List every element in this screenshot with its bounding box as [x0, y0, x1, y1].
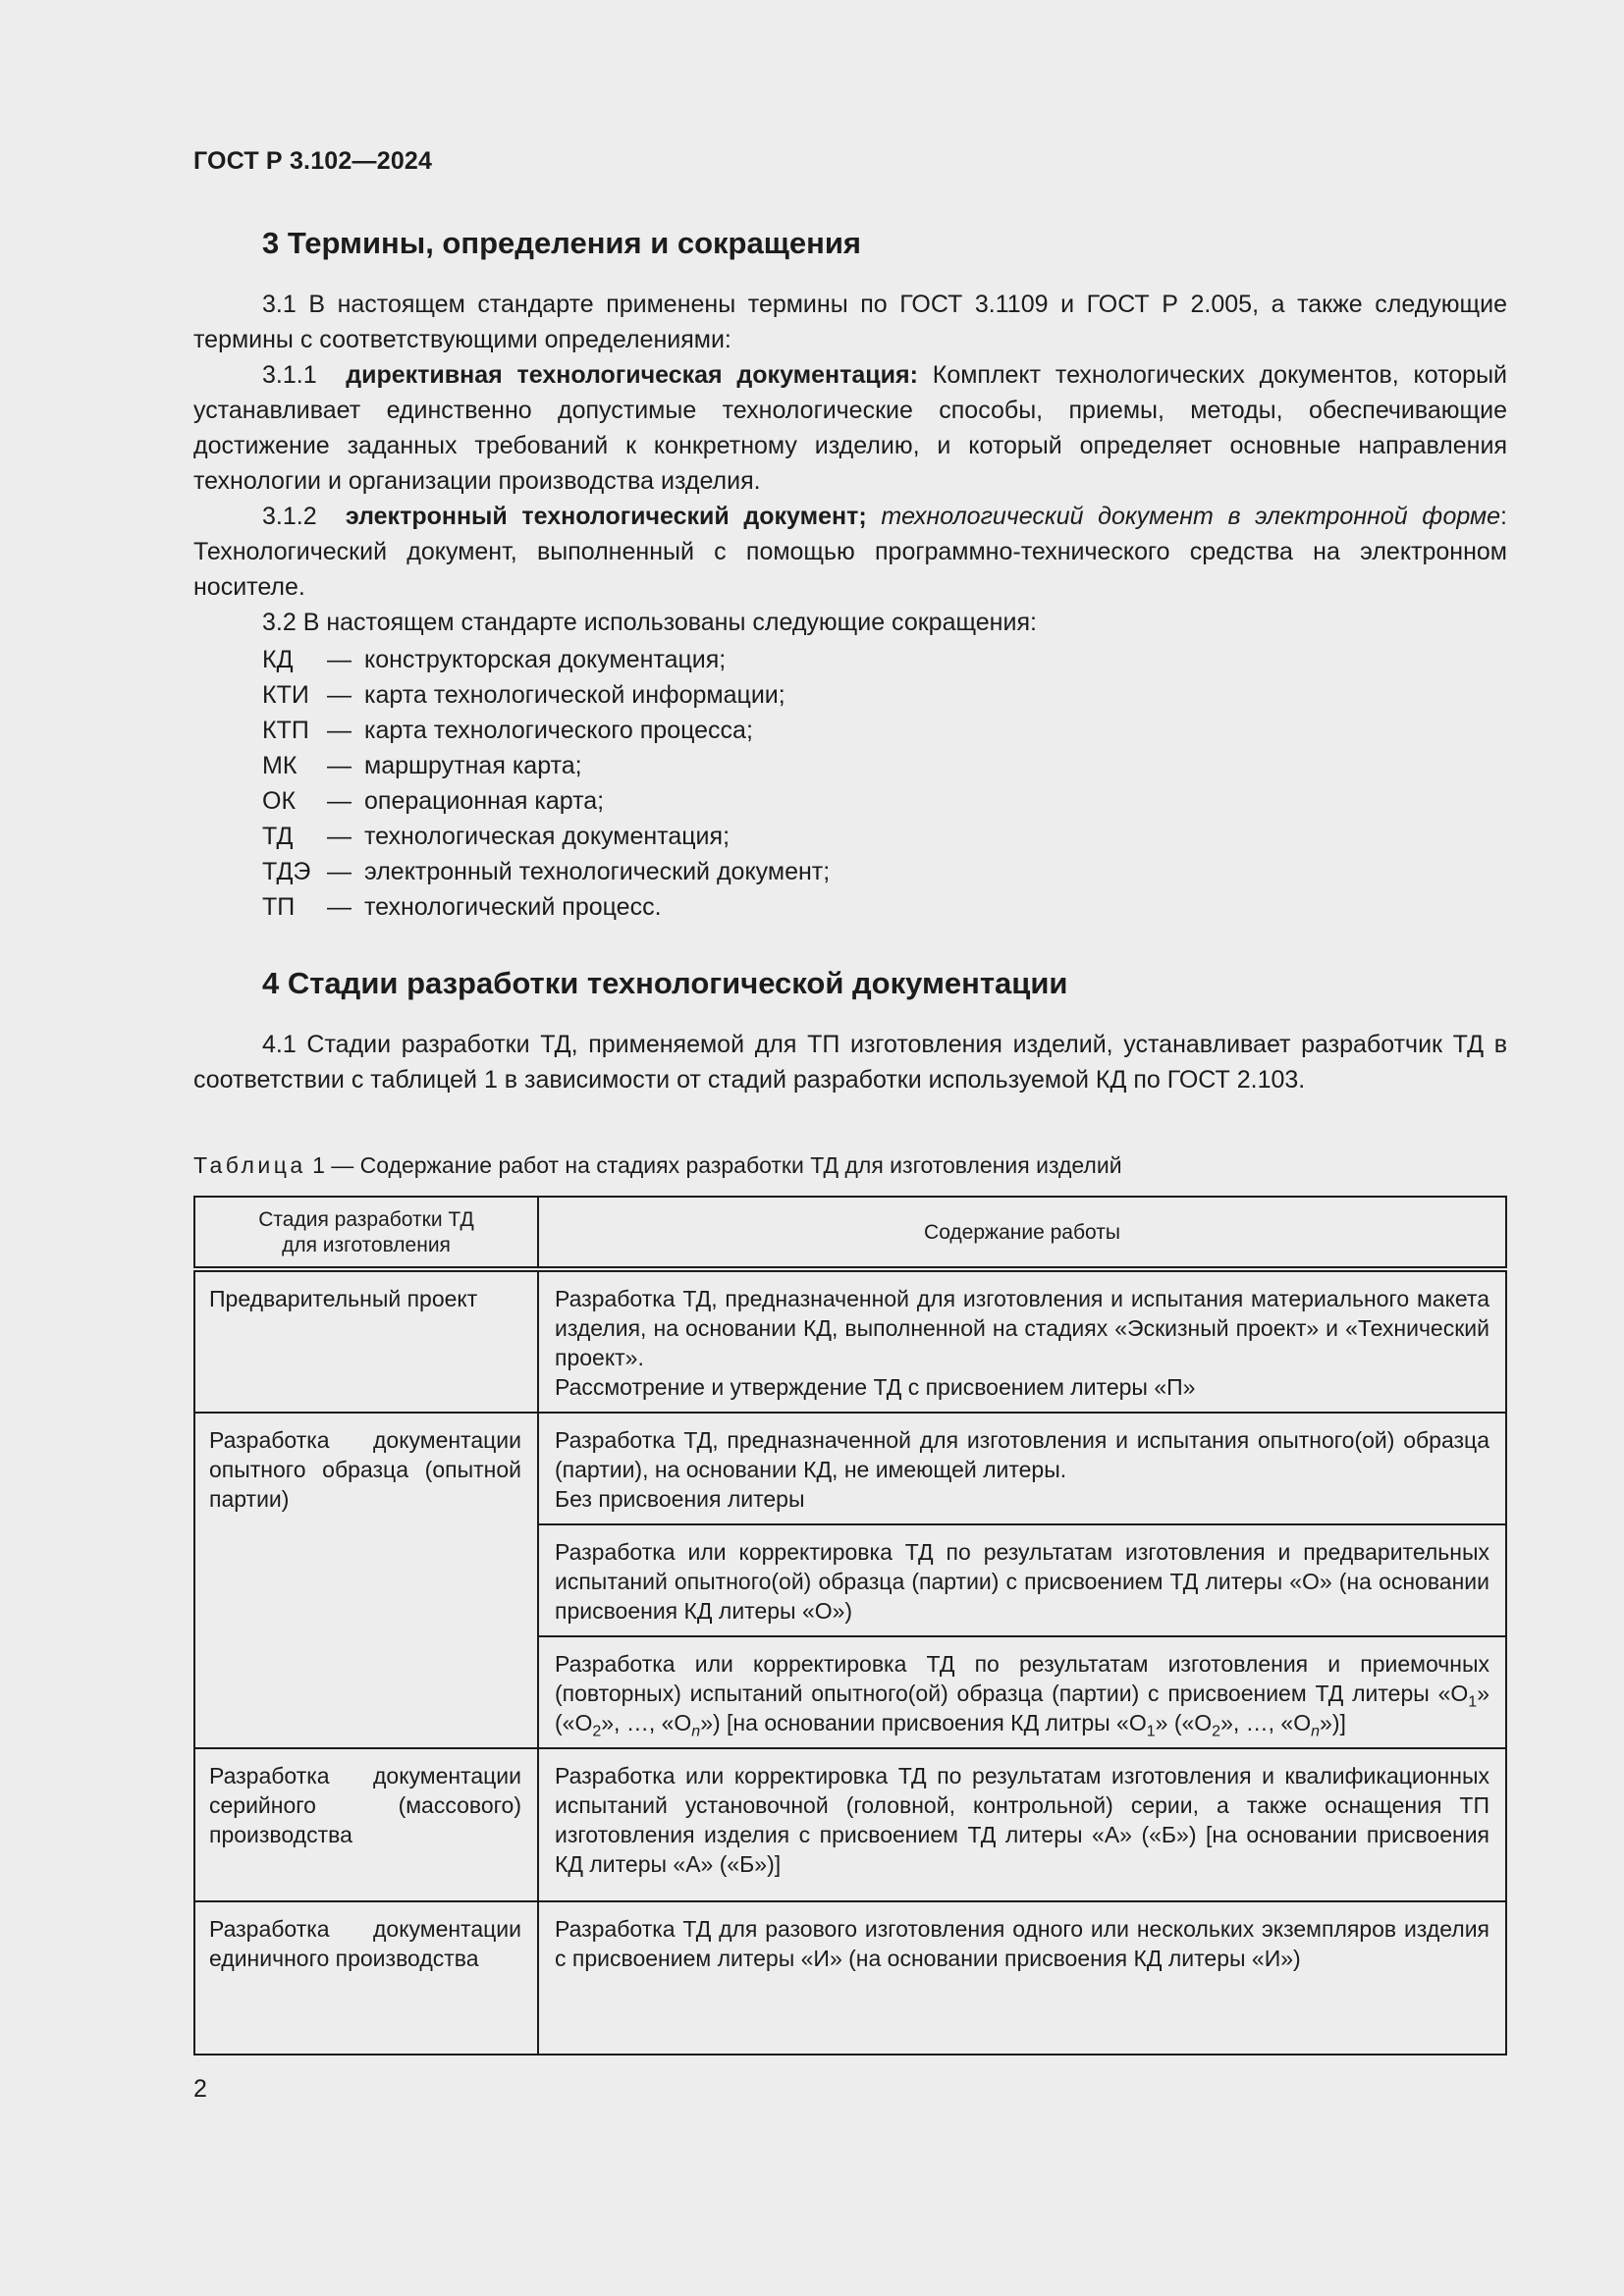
abbreviation-text: карта технологической информации;	[364, 681, 785, 709]
content-cell	[538, 1636, 1506, 1748]
abbreviation-item	[262, 713, 830, 748]
subscript: n	[1311, 1723, 1321, 1740]
content-text: Разработка или корректировка ТД по результатам изготовления и приемочных (повторных) испытаний опытного(ой) образца (партии) с присвоением ТД литеры «О	[555, 1651, 1489, 1706]
paragraph-3-1: 3.1 В настоящем стандарте применены термины по ГОСТ 3.1109 и ГОСТ Р 2.005, а также следующие термины с соответствующими определениями:	[193, 291, 1507, 353]
paragraph-3-1-2	[193, 499, 1507, 605]
clause-number: 3.1.2	[262, 503, 317, 530]
table-row	[194, 1269, 1506, 1413]
stage-cell: Предварительный проект	[194, 1269, 538, 1413]
document-header: ГОСТ Р 3.102—2024	[193, 147, 433, 175]
content-cell	[538, 1413, 1506, 1524]
content-text: Без присвоения литеры	[555, 1486, 805, 1512]
abbreviation-list	[262, 642, 830, 925]
definition: Комплект технологических документов, который устанавливает единственно допустимые технологические способы, приемы, методы, обеспечивающие достижение заданных требований к конкретному изделию, и который определяет основные направления технологии и организации производства изделия.	[193, 361, 1507, 495]
abbreviation-text: технологический процесс.	[364, 893, 662, 921]
header-line: Стадия разработки ТД	[258, 1208, 474, 1231]
dash: —	[327, 752, 352, 779]
paragraph-3-2: 3.2 В настоящем стандарте использованы следующие сокращения:	[262, 609, 1037, 636]
abbreviation-text: маршрутная карта;	[364, 752, 582, 779]
clause-number: 3.1.1	[262, 361, 317, 389]
content-text: Разработка ТД, предназначенной для изготовления и испытания опытного(ой) образца (партии), на основании КД, не имеющей литеры.	[555, 1427, 1489, 1482]
abbreviation-item	[262, 642, 830, 677]
section-3-text	[193, 287, 1507, 640]
dash: —	[327, 893, 352, 921]
dash: —	[327, 823, 352, 850]
abbreviation-code: МК	[262, 752, 298, 779]
content-text: Разработка ТД, предназначенной для изготовления и испытания материального макета изделия, на основании КД, выполненной на стадиях «Эскизный проект» и «Технический проект».	[555, 1286, 1489, 1370]
table-header-row	[194, 1197, 1506, 1269]
content-text: », …, «О	[1220, 1710, 1312, 1735]
dash: —	[327, 858, 352, 885]
content-cell: Разработка ТД для разового изготовления одного или нескольких экземпляров изделия с присвоением литеры «И» (на основании присвоения КД литеры «И»)	[538, 1901, 1506, 2055]
term: директивная технологическая документация:	[346, 361, 918, 389]
content-text: ») [на основании присвоения КД литры «О	[700, 1710, 1147, 1735]
table-caption	[193, 1152, 1122, 1179]
abbreviation-code: КД	[262, 646, 294, 673]
subscript: 2	[592, 1723, 602, 1740]
table-row	[194, 1748, 1506, 1901]
dash: —	[327, 717, 352, 744]
section-4-text	[193, 1027, 1507, 1097]
dash: —	[327, 681, 352, 709]
table-caption-text: 1 — Содержание работ на стадиях разработки ТД для изготовления изделий	[305, 1152, 1122, 1178]
abbreviation-code: КТП	[262, 717, 309, 744]
table-caption-label: Таблица	[193, 1152, 306, 1178]
abbreviation-text: конструкторская документация;	[364, 646, 727, 673]
page-number: 2	[193, 2075, 207, 2103]
abbreviation-code: ТП	[262, 893, 296, 921]
dash: —	[327, 646, 352, 673]
section-4-title: 4 Стадии разработки технологической документации	[262, 966, 1068, 1000]
stage-cell: Разработка документации единичного производства	[194, 1901, 538, 2055]
header-line: для изготовления	[282, 1234, 451, 1256]
content-cell: Разработка или корректировка ТД по результатам изготовления и предварительных испытаний опытного(ой) образца (партии) с присвоением ТД литеры «О» (на основании присвоения КД литеры «О»)	[538, 1524, 1506, 1636]
table-row	[194, 1901, 1506, 2055]
abbreviation-item	[262, 819, 830, 854]
abbreviation-item	[262, 677, 830, 713]
content-text: » («О	[555, 1681, 1489, 1735]
term: электронный технологический документ;	[345, 503, 867, 530]
stages-table	[193, 1196, 1507, 2056]
abbreviation-text: карта технологического процесса;	[364, 717, 753, 744]
abbreviation-item	[262, 889, 830, 925]
abbreviation-text: электронный технологический документ;	[364, 858, 831, 885]
definition: : Технологический документ, выполненный с помощью программно-технического средства на электронном носителе.	[193, 503, 1507, 601]
abbreviation-code: ТДЭ	[262, 858, 311, 885]
abbreviation-code: ТД	[262, 823, 294, 850]
term-synonym: технологический документ в электронной форме	[881, 503, 1501, 530]
section-3-title: 3 Термины, определения и сокращения	[262, 226, 861, 260]
abbreviation-item	[262, 783, 830, 819]
stage-cell: Разработка документации серийного (массового) производства	[194, 1748, 538, 1901]
content-cell	[538, 1269, 1506, 1413]
abbreviation-text: операционная карта;	[364, 787, 605, 815]
subscript: n	[691, 1723, 701, 1740]
stage-cell: Разработка документации опытного образца (опытной партии)	[194, 1413, 538, 1748]
paragraph-3-1-1	[193, 357, 1507, 499]
subscript: 2	[1212, 1723, 1221, 1740]
content-text: », …, «О	[601, 1710, 692, 1735]
table-row	[194, 1413, 1506, 1524]
dash: —	[327, 787, 352, 815]
content-text: »)]	[1320, 1710, 1346, 1735]
column-header-stage	[194, 1197, 538, 1269]
subscript: 1	[1468, 1693, 1478, 1711]
paragraph-4-1: 4.1 Стадии разработки ТД, применяемой для ТП изготовления изделий, устанавливает разработчик ТД в соответствии с таблицей 1 в зависимости от стадий разработки используемой КД по ГОСТ 2.103.	[193, 1031, 1507, 1094]
abbreviation-text: технологическая документация;	[364, 823, 731, 850]
content-cell: Разработка или корректировка ТД по результатам изготовления и квалификационных испытаний установочной (головной, контрольной) серии, а также оснащения ТП изготовления изделия с присвоением ТД литеры «А» («Б») [на основании присвоения КД литеры «А» («Б»)]	[538, 1748, 1506, 1901]
content-text: » («О	[1155, 1710, 1213, 1735]
abbreviation-code: КТИ	[262, 681, 309, 709]
abbreviation-item	[262, 748, 830, 783]
content-text: Рассмотрение и утверждение ТД с присвоением литеры «П»	[555, 1374, 1196, 1400]
abbreviation-code: ОК	[262, 787, 297, 815]
abbreviation-item	[262, 854, 830, 889]
column-header-content: Содержание работы	[538, 1197, 1506, 1269]
subscript: 1	[1146, 1723, 1156, 1740]
